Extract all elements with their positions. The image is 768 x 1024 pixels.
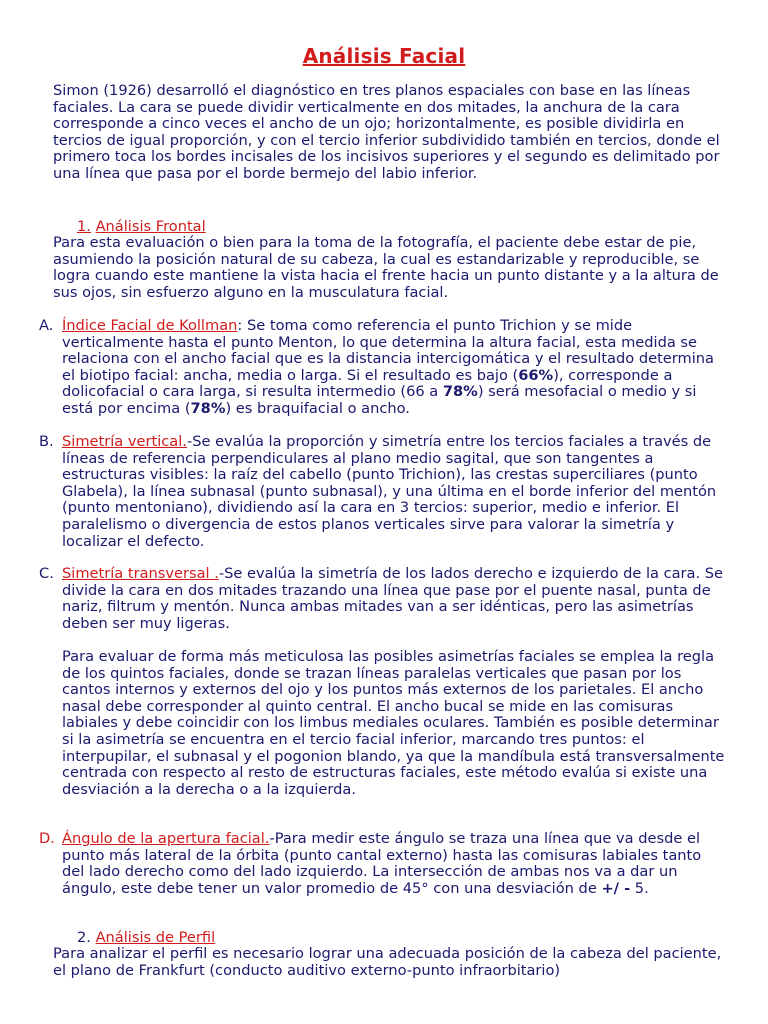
item-a-text-2: ), corresponde a dolicofacial o cara larga, si resulta intermedio (66 a bbox=[62, 366, 673, 401]
item-c-term: Simetría transversal . bbox=[62, 565, 219, 582]
item-b-body bbox=[62, 434, 724, 550]
section-2-text: Para analizar el perfil es necesario lograr una adecuada posición de la cabeza del paciente, el plano de Frankfurt (conducto auditivo externo-punto infraorbitario) bbox=[53, 945, 722, 979]
item-a-term: Índice Facial de Kollman bbox=[62, 317, 238, 334]
intro-text: Simon (1926) desarrolló el diagnóstico en tres planos espaciales con base en las líneas faciales. La cara se puede dividir verticalmente en dos mitades, la anchura de la cara corresponde a cinco veces el ancho de un ojo; horizontalmente, es posible dividirla en tercios de igual proporción, y con el tercio inferior subdividido también en tercios, donde el primero toca los bordes incisales de los incisivos superiores y el segundo es delimitado por una línea que pasa por el borde bermejo del labio inferior. bbox=[53, 82, 720, 182]
item-b-term: Simetría vertical. bbox=[62, 433, 187, 450]
section-1-paragraph bbox=[53, 235, 725, 301]
item-a-sep: : bbox=[237, 317, 243, 334]
item-a-value-1: 66% bbox=[518, 366, 554, 384]
item-a-body bbox=[62, 318, 724, 418]
item-d-dash: - bbox=[269, 830, 275, 847]
section-1-title: Análisis Frontal bbox=[95, 218, 206, 235]
item-c-letter: C. bbox=[39, 565, 54, 582]
intro-paragraph bbox=[53, 83, 723, 183]
section-1-number: 1. bbox=[77, 218, 91, 235]
document-title: Análisis Facial bbox=[302, 44, 466, 68]
item-a-value-2: 78% bbox=[442, 383, 478, 401]
item-c-text: Se evalúa la simetría de los lados derecho e izquierdo de la cara. Se divide la cara en dos mitades trazando una línea que pase por el puente nasal, punta de nariz, filtrum y mentón. Nunca ambas mitades van a ser idénticas, pero las asimetrías deben ser muy ligeras. bbox=[62, 565, 724, 632]
item-d-body bbox=[62, 831, 724, 897]
item-c-dash: - bbox=[218, 565, 225, 582]
item-d-term: Ángulo de la apertura facial. bbox=[62, 830, 270, 847]
item-c-paragraph-2 bbox=[62, 649, 726, 798]
item-d bbox=[39, 831, 724, 897]
item-b-dash: - bbox=[186, 433, 193, 450]
section-2-paragraph bbox=[53, 946, 725, 979]
item-b bbox=[39, 434, 724, 550]
item-a-text-3: ) será mesofacial o medio y si está por encima ( bbox=[62, 383, 697, 417]
item-a-text-4: ) es braquifacial o ancho. bbox=[225, 399, 410, 417]
section-1-text: Para esta evaluación o bien para la toma de la fotografía, el paciente debe estar de pie, asumiendo la posición natural de su cabeza, la cual es estandarizable y reproducible, se logra cuando este mantiene la vista hacia el frente hacia un punto distante y a la altura de sus ojos, sin esfuerzo alguno en la musculatura facial. bbox=[53, 234, 719, 301]
item-d-text-1: Para medir este ángulo se traza una línea que va desde el punto más lateral de la órbita (punto cantal externo) hasta las comisuras labiales tanto del lado derecho como del lado izquierdo. La intersección de ambas nos va a dar un ángulo, este debe tener un valor promedio de 45° con una desviación de bbox=[62, 830, 702, 897]
item-a-letter: A. bbox=[39, 317, 54, 334]
section-2-title: Análisis de Perfil bbox=[95, 929, 216, 946]
item-b-text: Se evalúa la proporción y simetría entre los tercios faciales a través de líneas de referencia perpendiculares al plano medio sagital, que son tangentes a estructuras visibles: la raíz del cabello (punto Trichion), las crestas superciliares (punto Glabela), la línea subnasal (punto subnasal), y una última en el borde inferior del mentón (punto mentoniano), dividiendo así la cara en 3 tercios: superior, medio e inferior. El paralelismo o divergencia de estos planos verticales sirve para valorar la simetría y localizar el defecto. bbox=[62, 433, 717, 550]
item-d-letter: D. bbox=[39, 830, 55, 847]
item-a-value-3: 78% bbox=[190, 399, 226, 417]
item-a-text-1: Se toma como referencia el punto Trichion y se mide verticalmente hasta el punto Menton, lo que determina la altura facial, esta medida se relaciona con el ancho facial que es la distancia intercigomática y el resultado determina el biotipo facial: ancha, media o larga. Si el resultado es bajo ( bbox=[62, 317, 714, 384]
item-b-letter: B. bbox=[39, 433, 54, 450]
item-c-body bbox=[62, 566, 724, 632]
section-2-number: 2. bbox=[77, 929, 91, 946]
item-c-paragraph-2-text: Para evaluar de forma más meticulosa las posibles asimetrías faciales se emplea la regla de los quintos faciales, donde se trazan líneas paralelas verticales que pasan por los cantos internos y externos del ojo y los puntos más externos de los parietales. El ancho nasal debe corresponder al quinto central. El ancho bucal se mide en las comisuras labiales y debe coincidir con los limbus mediales oculares. También es posible determinar si la asimetría se encuentra en el tercio facial inferior, marcando tres puntos: el interpupilar, el subnasal y el pogonion blando, ya que la mandíbula está transversalmente centrada con respecto al resto de estructuras faciales, este método evalúa si existe una desviación a la derecha o a la izquierda. bbox=[62, 648, 725, 798]
item-d-text-2: 5. bbox=[630, 879, 649, 897]
item-d-plus-minus: +/ - bbox=[601, 879, 631, 897]
item-c bbox=[39, 566, 724, 632]
item-a bbox=[39, 318, 724, 418]
